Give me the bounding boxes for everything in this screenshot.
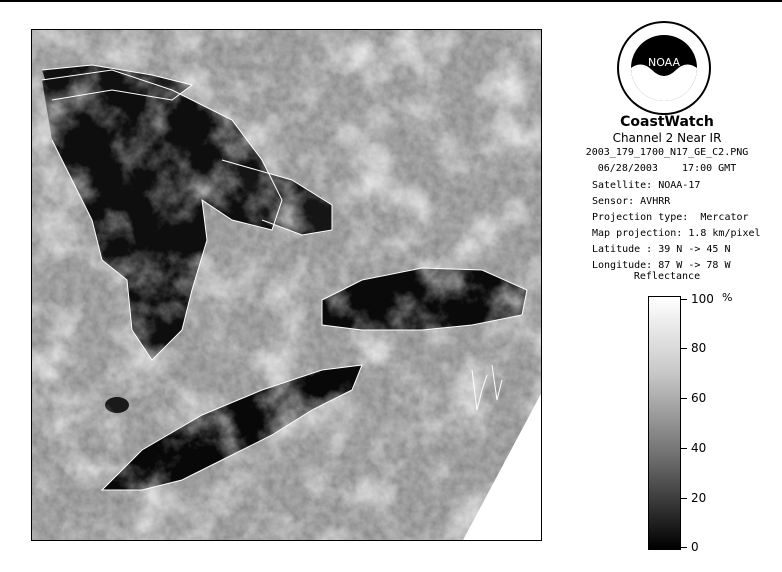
satellite-label: Satellite: NOAA-17 xyxy=(592,180,701,191)
info-panel xyxy=(552,0,782,572)
datetime-label: 06/28/2003 17:00 GMT xyxy=(597,163,737,174)
logo-text: NOAA xyxy=(647,56,681,69)
filename-label: 2003_179_1700_N17_GE_C2.PNG xyxy=(585,147,749,158)
noaa-logo xyxy=(616,20,712,116)
colorbar-title: Reflectance xyxy=(633,271,701,282)
colorbar-tick xyxy=(681,498,687,499)
colorbar xyxy=(648,296,681,550)
colorbar-tick-label: 40 xyxy=(691,441,707,455)
satellite-image xyxy=(31,29,542,541)
colorbar-unit: % xyxy=(722,291,733,304)
channel-label: Channel 2 Near IR xyxy=(612,131,722,145)
colorbar-tick xyxy=(681,398,687,399)
colorbar-tick xyxy=(681,348,687,349)
longitude-label: Longitude: 87 W -> 78 W xyxy=(592,260,731,271)
projection-type-label: Projection type: Mercator xyxy=(592,212,749,223)
colorbar-tick-label: 80 xyxy=(691,341,707,355)
colorbar-tick-label: 0 xyxy=(691,540,699,554)
colorbar-tick-label: 20 xyxy=(691,491,707,505)
colorbar-tick-label: 100 xyxy=(691,292,714,306)
colorbar-tick-label: 60 xyxy=(691,391,707,405)
colorbar-tick xyxy=(681,299,687,300)
colorbar-tick xyxy=(681,547,687,548)
sensor-label: Sensor: AVHRR xyxy=(592,196,671,207)
map-projection-label: Map projection: 1.8 km/pixel xyxy=(592,228,761,239)
app-title: CoastWatch xyxy=(620,114,714,130)
colorbar-tick xyxy=(681,448,687,449)
latitude-label: Latitude : 39 N -> 45 N xyxy=(592,244,731,255)
